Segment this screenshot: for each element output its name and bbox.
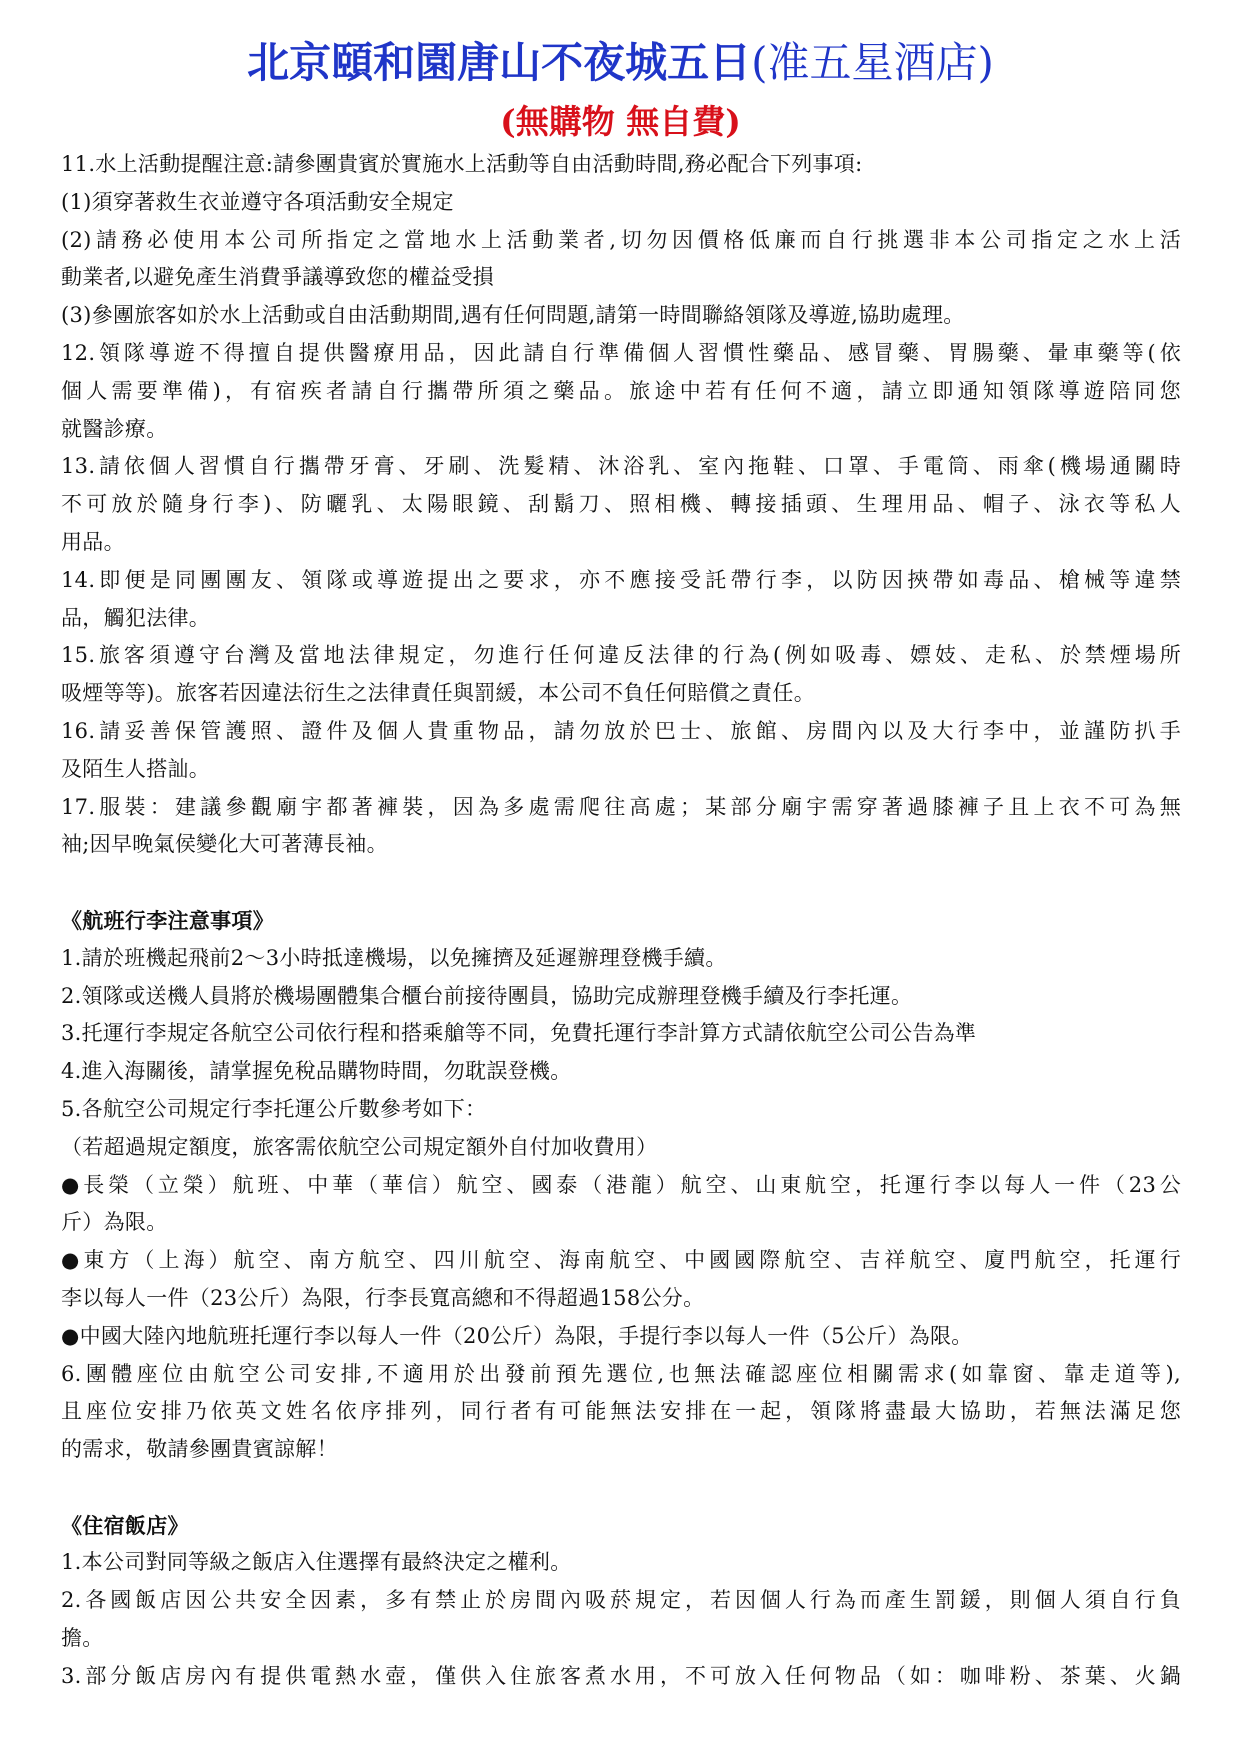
text-line: ●長榮（立榮）航班、中華（華信）航空、國泰（港龍）航空、山東航空，托運行李以每人一件（23公 [61,1172,1181,1197]
text-line: (1)須穿著救生衣並遵守各項活動安全規定 [61,189,454,214]
text-line: 6.團體座位由航空公司安排,不適用於出發前預先選位,也無法確認座位相關需求(如靠窗、靠走道等), [61,1361,1181,1386]
text-line: 5.各航空公司規定行李托運公斤數參考如下： [61,1096,487,1121]
text-line: 品，觸犯法律。 [61,605,211,630]
text-line: 且座位安排乃依英文姓名依序排列，同行者有可能無法安排在一起，領隊將盡最大協助，若無法滿足您 [61,1399,1181,1424]
text-line: (3)參團旅客如於水上活動或自由活動期間,遇有任何問題,請第一時間聯絡領隊及導遊,協助處理。 [61,303,965,328]
section-heading-flight-baggage: 《航班行李注意事項》 [61,907,274,933]
blank-line [61,864,1181,902]
text-line: 就醫診療。 [61,416,168,441]
text-line: 不可放於隨身行李)、防曬乳、太陽眼鏡、刮鬍刀、照相機、轉接插頭、生理用品、帽子、泳衣等私人 [61,492,1181,517]
text-line: 3.托運行李規定各航空公司依行程和搭乘艙等不同，免費托運行李計算方式請依航空公司公告為準 [61,1021,977,1046]
text-line: 15.旅客須遵守台灣及當地法律規定，勿進行任何違反法律的行為(例如吸毒、嫖妓、走私、於禁煙場所 [61,643,1181,668]
text-line: 1.請於班機起飛前2～3小時抵達機場，以免擁擠及延遲辦理登機手續。 [61,945,727,970]
text-line: 17.服裝：建議參觀廟宇都著褲裝，因為多處需爬往高處；某部分廟宇需穿著過膝褲子且上衣不可為無 [61,794,1181,819]
title-hotel-class: (准五星酒店) [751,38,994,87]
text-line: 14.即便是同團團友、領隊或導遊提出之要求，亦不應接受託帶行李，以防因挾帶如毒品、槍械等違禁 [61,567,1181,592]
text-line: ●東方（上海）航空、南方航空、四川航空、海南航空、中國國際航空、吉祥航空、廈門航空，托運行 [61,1248,1181,1273]
text-line: (2)請務必使用本公司所指定之當地水上活動業者,切勿因價格低廉而自行挑選非本公司指定之水上活 [61,227,1181,252]
page-title [0,36,1241,90]
text-line: 2.各國飯店因公共安全因素，多有禁止於房間內吸菸規定，若因個人行為而產生罰鍰，則個人須自行負 [61,1588,1181,1613]
text-line: 李以每人一件（23公斤）為限，行李長寬高總和不得超過158公分。 [61,1285,705,1310]
text-line: 及陌生人搭訕。 [61,756,211,781]
text-line: 1.本公司對同等級之飯店入住選擇有最終決定之權利。 [61,1550,572,1575]
text-line: 11.水上活動提醒注意:請參團貴賓於實施水上活動等自由活動時間,務必配合下列事項: [61,152,863,176]
text-line: 的需求，敬請參團貴賓諒解！ [61,1437,338,1462]
text-line: 袖;因早晚氣侯變化大可著薄長袖。 [61,832,388,857]
text-line: 用品。 [61,529,125,554]
text-line: 擔。 [61,1626,104,1651]
text-line: 4.進入海關後，請掌握免稅品購物時間，勿耽誤登機。 [61,1059,572,1084]
text-line: ●中國大陸內地航班托運行李以每人一件（20公斤）為限，手提行李以每人一件（5公斤）為限。 [61,1323,973,1348]
title-main: 北京頤和園唐山不夜城五日 [247,38,752,87]
document-body [61,146,1181,1696]
blank-line [61,1469,1181,1507]
text-line: 吸煙等等)。旅客若因違法衍生之法律責任與罰緩，本公司不負任何賠償之責任。 [61,681,815,706]
section-heading-hotel: 《住宿飯店》 [61,1512,189,1538]
text-line: 16.請妥善保管護照、證件及個人貴重物品，請勿放於巴士、旅館、房間內以及大行李中，並謹防扒手 [61,718,1181,743]
text-line: 個人需要準備)，有宿疾者請自行攜帶所須之藥品。旅途中若有任何不適，請立即通知領隊導遊陪同您 [61,378,1181,403]
text-line: 13.請依個人習慣自行攜帶牙膏、牙刷、洗髮精、沐浴乳、室內拖鞋、口罩、手電筒、雨傘(機場通關時 [61,454,1181,479]
text-line: （若超過規定額度，旅客需依航空公司規定額外自付加收費用） [61,1134,658,1159]
text-line: 斤）為限。 [61,1210,168,1235]
text-line: 動業者,以避免產生消費爭議導致您的權益受損 [61,265,494,290]
text-line: 3.部分飯店房內有提供電熱水壺，僅供入住旅客煮水用，不可放入任何物品（如：咖啡粉、茶葉、火鍋 [61,1663,1181,1688]
text-line: 12.領隊導遊不得擅自提供醫療用品，因此請自行準備個人習慣性藥品、感冒藥、胃腸藥、暈車藥等(依 [61,340,1181,365]
page-subtitle: (無購物 無自費) [500,102,741,141]
text-line: 2.領隊或送機人員將於機場團體集合櫃台前接待團員，協助完成辦理登機手續及行李托運。 [61,983,913,1008]
